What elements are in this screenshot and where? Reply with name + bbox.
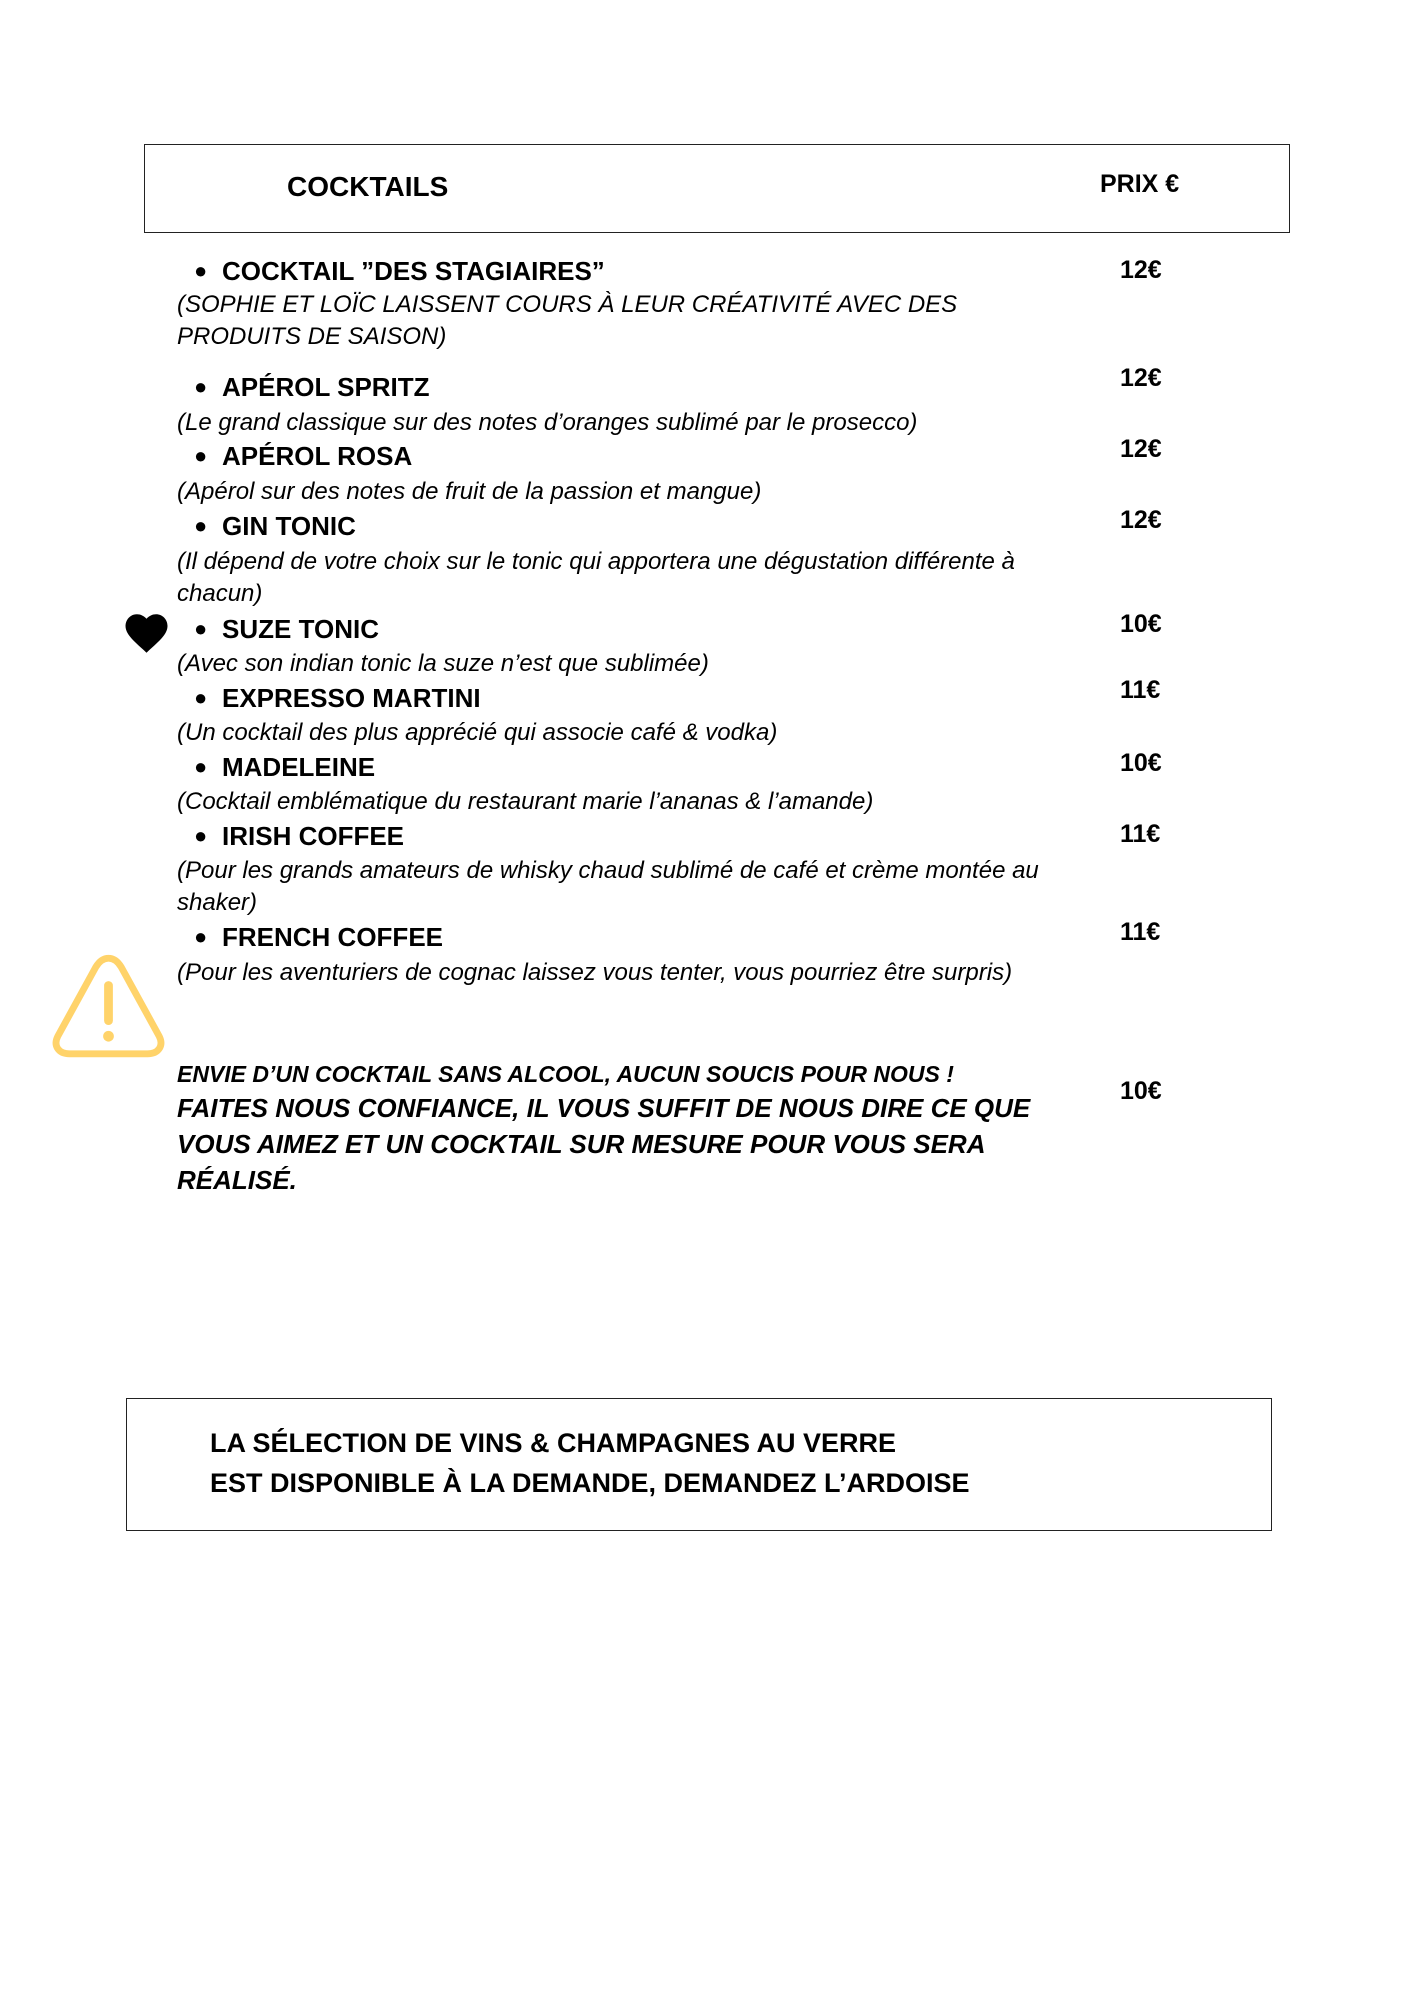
menu-item-description: (Un cocktail des plus apprécié qui associe café & vodka) (177, 719, 778, 746)
menu-item-price: 12€ (1120, 256, 1162, 284)
menu-item-price: 12€ (1120, 435, 1162, 463)
menu-item-name-text: EXPRESSO MARTINI (222, 683, 481, 713)
menu-item-name (194, 511, 356, 542)
bullet-icon: ● (194, 616, 208, 641)
menu-item-price: 12€ (1120, 506, 1162, 534)
menu-item-name-text: COCKTAIL ”DES STAGIAIRES” (222, 256, 605, 286)
menu-item-name (194, 256, 605, 287)
alcohol-free-note-intro: ENVIE D’UN COCKTAIL SANS ALCOOL, AUCUN SOUCIS POUR NOUS ! (177, 1061, 954, 1087)
menu-item-name (194, 372, 430, 403)
cocktails-header-box (144, 144, 1290, 233)
alcohol-free-price: 10€ (1120, 1077, 1162, 1105)
bullet-icon: ● (194, 443, 208, 468)
wine-selection-line-2: EST DISPONIBLE À LA DEMANDE, DEMANDEZ L’ARDOISE (210, 1468, 970, 1498)
menu-item-name-text: APÉROL SPRITZ (222, 372, 430, 402)
price-column-label: PRIX € (1100, 170, 1180, 198)
alcohol-free-note (177, 1058, 1047, 1198)
warning-icon (50, 952, 167, 1060)
menu-item-description: (Avec son indian tonic la suze n’est que sublimée) (177, 650, 709, 677)
menu-item-description: (Apérol sur des notes de fruit de la passion et mangue) (177, 478, 762, 505)
menu-item-name-text: IRISH COFFEE (222, 821, 405, 851)
menu-item-name (194, 752, 375, 783)
wine-selection-box (126, 1398, 1272, 1531)
menu-item-price: 11€ (1120, 820, 1161, 848)
menu-item-description: (Cocktail emblématique du restaurant marie l’ananas & l’amande) (177, 788, 874, 815)
menu-item-name-text: APÉROL ROSA (222, 441, 413, 471)
bullet-icon: ● (194, 685, 208, 710)
bullet-icon: ● (194, 513, 208, 538)
menu-item-name-text: FRENCH COFFEE (222, 922, 443, 952)
menu-item-name (194, 683, 481, 714)
menu-item-description: (Pour les aventuriers de cognac laissez vous tenter, vous pourriez être surpris) (177, 959, 1013, 986)
bullet-icon: ● (194, 258, 208, 283)
menu-item-description: (Le grand classique sur des notes d’oranges sublimé par le prosecco) (177, 409, 918, 436)
menu-item-name (194, 441, 412, 472)
section-title: COCKTAILS (287, 171, 449, 202)
menu-item-price: 11€ (1120, 918, 1161, 946)
menu-item-description: (SOPHIE ET LOÏC LAISSENT COURS À LEUR CRÉATIVITÉ AVEC DES PRODUITS DE SAISON) (177, 291, 958, 350)
wine-selection-line-1: LA SÉLECTION DE VINS & CHAMPAGNES AU VERRE (210, 1428, 897, 1458)
heart-icon (124, 612, 169, 654)
menu-item-price: 10€ (1120, 749, 1162, 777)
menu-item-price: 12€ (1120, 364, 1162, 392)
bullet-icon: ● (194, 823, 208, 848)
bullet-icon: ● (194, 754, 208, 779)
menu-item-name (194, 922, 443, 953)
bullet-icon: ● (194, 374, 208, 399)
menu-item-name (194, 614, 379, 645)
alcohol-free-note-body: FAITES NOUS CONFIANCE, IL VOUS SUFFIT DE NOUS DIRE CE QUE VOUS AIMEZ ET UN COCKTAIL SUR MESURE POUR VOUS SERA RÉALISÉ. (177, 1093, 1031, 1195)
menu-item-price: 10€ (1120, 610, 1162, 638)
menu-item-description: (Pour les grands amateurs de whisky chaud sublimé de café et crème montée au shaker) (177, 857, 1039, 916)
wine-selection-text (210, 1423, 970, 1503)
menu-item-name-text: GIN TONIC (222, 511, 356, 541)
menu-item-name-text: SUZE TONIC (222, 614, 379, 644)
menu-item-price: 11€ (1120, 676, 1161, 704)
menu-item-name-text: MADELEINE (222, 752, 376, 782)
menu-item-name (194, 821, 404, 852)
bullet-icon: ● (194, 924, 208, 949)
menu-item-description: (Il dépend de votre choix sur le tonic qui apportera une dégustation différente à chacun) (177, 548, 1015, 607)
